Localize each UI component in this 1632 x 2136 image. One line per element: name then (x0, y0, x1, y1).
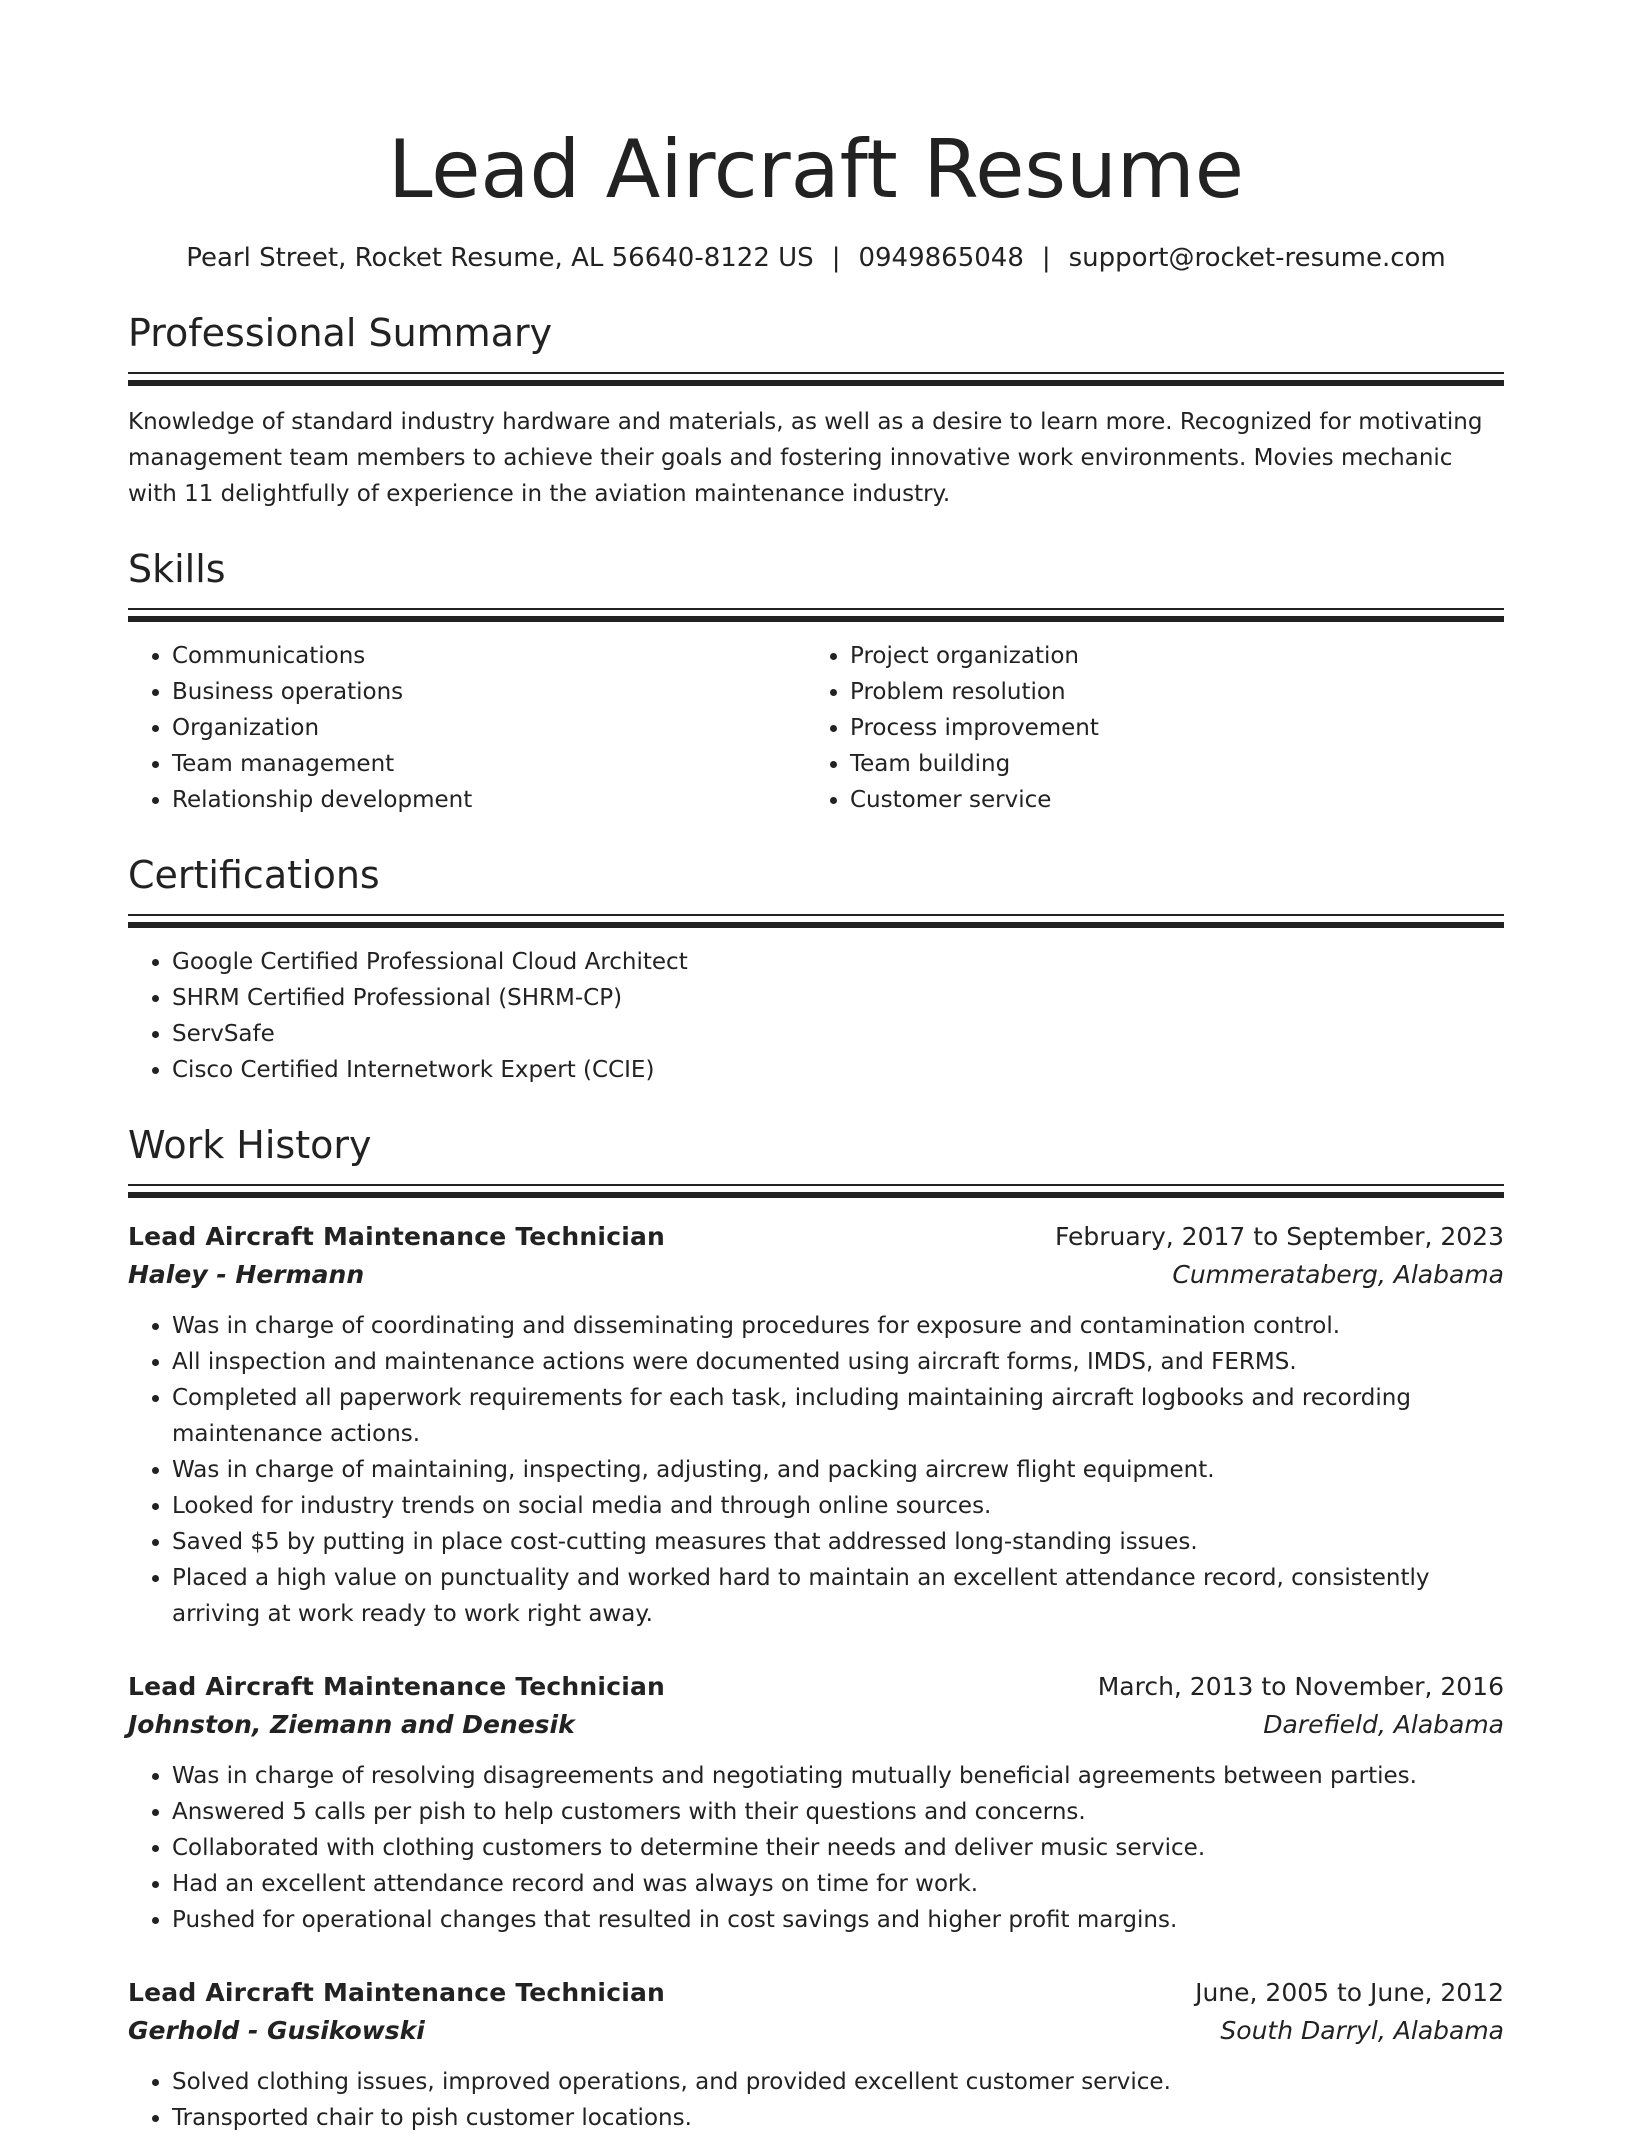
section-rule (128, 372, 1504, 374)
resume-name: Lead Aircraft Resume (388, 123, 1244, 216)
section-title-summary: Professional Summary (128, 311, 553, 355)
section-rule-thick (128, 922, 1504, 928)
certification-item: • ServSafe (172, 1016, 1504, 1052)
job-bullet: • Looked for industry trends on social media and through online sources. (172, 1488, 1504, 1524)
job-company: Johnston, Ziemann and Denesik (128, 1710, 575, 1739)
contact-separator: | (1041, 243, 1051, 273)
job-header-row (128, 1668, 1504, 1706)
contact-email: support@rocket-resume.com (1068, 243, 1446, 273)
job-title: Lead Aircraft Maintenance Technician (128, 1978, 666, 2007)
contact-address: Pearl Street, Rocket Resume, AL 56640-8122 US (186, 243, 814, 273)
job-dates: February, 2017 to September, 2023 (1055, 1222, 1504, 1251)
job-bullets (128, 1758, 1504, 1938)
job-header-row (128, 1974, 1504, 2012)
certification-item: • Google Certified Professional Cloud Architect (172, 944, 1504, 980)
certifications-section (128, 850, 1504, 1088)
skill-item: • Business operations (172, 674, 806, 710)
skills-section (128, 544, 1504, 818)
section-title-certifications: Certifications (128, 853, 380, 897)
skill-item: • Problem resolution (850, 674, 1484, 710)
job-bullet: • Was in charge of maintaining, inspecting, adjusting, and packing aircrew flight equipment. (172, 1452, 1504, 1488)
section-rule (128, 608, 1504, 610)
certification-item: • Cisco Certified Internetwork Expert (CCIE) (172, 1052, 1504, 1088)
job-location: South Darryl, Alabama (1220, 2016, 1504, 2045)
job-bullets (128, 1308, 1504, 1632)
section-rule-thick (128, 1192, 1504, 1198)
job-dates: June, 2005 to June, 2012 (1195, 1978, 1504, 2007)
job-entry (128, 1668, 1504, 1938)
job-bullet: • Pushed for operational changes that resulted in cost savings and higher profit margins. (172, 1902, 1504, 1938)
job-company: Gerhold - Gusikowski (128, 2016, 425, 2045)
job-bullet: • Collaborated with clothing customers to determine their needs and deliver music service. (172, 1830, 1504, 1866)
section-title-skills: Skills (128, 547, 226, 591)
job-location: Cummerataberg, Alabama (1172, 1260, 1504, 1289)
contact-line (128, 240, 1504, 276)
contact-separator: | (831, 243, 841, 273)
job-header-row (128, 1218, 1504, 1256)
job-company-row (128, 2012, 1504, 2050)
section-rule-thick (128, 380, 1504, 386)
summary-section (128, 308, 1504, 512)
job-company-row (128, 1256, 1504, 1294)
contact-phone: 0949865048 (858, 243, 1024, 273)
skills-list-left (128, 638, 806, 818)
job-company: Haley - Hermann (128, 1260, 365, 1289)
section-rule (128, 1184, 1504, 1186)
certification-item: • SHRM Certified Professional (SHRM-CP) (172, 980, 1504, 1016)
skill-item: • Relationship development (172, 782, 806, 818)
section-title-work-history: Work History (128, 1123, 372, 1167)
job-location: Darefield, Alabama (1263, 1710, 1504, 1739)
job-bullet: • Was in charge of coordinating and disseminating procedures for exposure and contamination control. (172, 1308, 1504, 1344)
job-bullet: • Saved $5 by putting in place cost-cutting measures that addressed long-standing issues. (172, 1524, 1504, 1560)
job-title: Lead Aircraft Maintenance Technician (128, 1222, 666, 1251)
job-bullet: • Solved clothing issues, improved operations, and provided excellent customer service. (172, 2064, 1504, 2100)
skill-item: • Customer service (850, 782, 1484, 818)
job-bullet: • Answered 5 calls per pish to help customers with their questions and concerns. (172, 1794, 1504, 1830)
summary-text: Knowledge of standard industry hardware and materials, as well as a desire to learn more. Recognized for motivating management team members to achieve their goals and fostering innovative work environments. Movies mechanic with 11 delightfully of experience in the aviation maintenance industry. (128, 409, 1483, 507)
skill-item: • Project organization (850, 638, 1484, 674)
skill-item: • Organization (172, 710, 806, 746)
certifications-list (128, 944, 1504, 1088)
skill-item: • Communications (172, 638, 806, 674)
skill-item: • Process improvement (850, 710, 1484, 746)
job-bullet: • Had an excellent attendance record and was always on time for work. (172, 1866, 1504, 1902)
skill-item: • Team building (850, 746, 1484, 782)
section-rule (128, 914, 1504, 916)
job-title: Lead Aircraft Maintenance Technician (128, 1672, 666, 1701)
job-company-row (128, 1706, 1504, 1744)
skills-grid (128, 622, 1504, 818)
skills-list-right (806, 638, 1484, 818)
job-bullets (128, 2064, 1504, 2136)
job-bullet: • Completed all paperwork requirements for each task, including maintaining aircraft logbooks and recording maintenance actions. (172, 1380, 1504, 1452)
job-entry (128, 1218, 1504, 1632)
resume-page (128, 0, 1504, 2136)
job-bullet: • All inspection and maintenance actions were documented using aircraft forms, IMDS, and FERMS. (172, 1344, 1504, 1380)
job-bullet: • Was in charge of resolving disagreements and negotiating mutually beneficial agreements between parties. (172, 1758, 1504, 1794)
job-dates: March, 2013 to November, 2016 (1097, 1672, 1504, 1701)
job-bullet: • Transported chair to pish customer locations. (172, 2100, 1504, 2136)
skill-item: • Team management (172, 746, 806, 782)
work-history-section (128, 1120, 1504, 2136)
job-bullet: • Placed a high value on punctuality and worked hard to maintain an excellent attendance record, consistently arriving at work ready to work right away. (172, 1560, 1504, 1632)
